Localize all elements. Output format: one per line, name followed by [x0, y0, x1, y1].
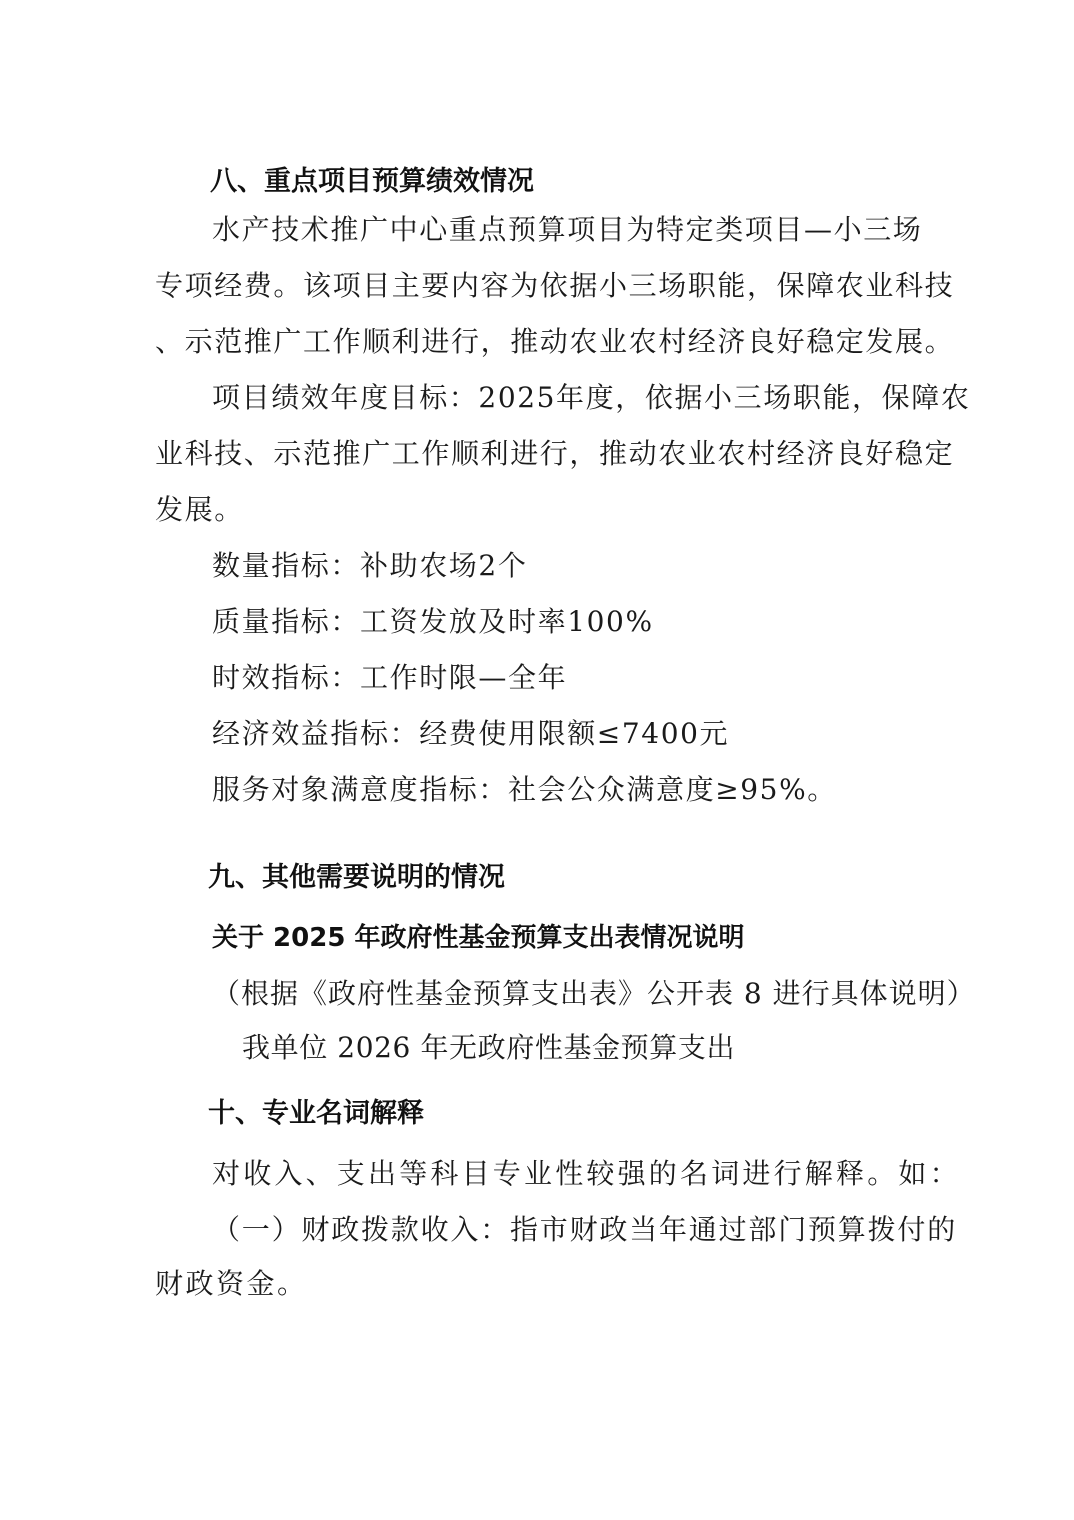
section-9-statement: 我单位 2026 年无政府性基金预算支出: [242, 1031, 736, 1064]
section-8-para2-line3: 发展。: [155, 493, 244, 526]
indicator-quality: 质量指标：工资发放及时率100%: [212, 605, 654, 638]
section-10-item1-line2: 财政资金。: [155, 1267, 308, 1300]
section-8-para2-line2: 业科技、示范推广工作顺利进行，推动农业农村经济良好稳定: [155, 437, 955, 470]
section-8-para2-line1: 项目绩效年度目标：2025年度，依据小三场职能，保障农: [212, 381, 971, 414]
section-9-note: （根据《政府性基金预算支出表》公开表 8 进行具体说明）: [212, 977, 976, 1010]
section-8-para1-line2: 专项经费。该项目主要内容为依据小三场职能，保障农业科技: [155, 269, 955, 302]
section-10-heading: 十、专业名词解释: [208, 1098, 424, 1129]
indicator-quantity: 数量指标：补助农场2个: [212, 549, 528, 582]
section-8-heading: 八、重点项目预算绩效情况: [210, 166, 534, 197]
indicator-timeliness: 时效指标：工作时限—全年: [212, 661, 568, 694]
section-9-heading: 九、其他需要说明的情况: [208, 862, 505, 893]
section-8-para1-line3: 、示范推广工作顺利进行，推动农业农村经济良好稳定发展。: [155, 325, 955, 358]
section-10-item1-line1: （一）财政拨款收入：指市财政当年通过部门预算拨付的: [212, 1213, 958, 1246]
section-9-subheading: 关于 2025 年政府性基金预算支出表情况说明: [212, 923, 745, 953]
section-8-para1-line1: 水产技术推广中心重点预算项目为特定类项目—小三场: [212, 213, 923, 246]
indicator-economic-benefit: 经济效益指标：经费使用限额≤7400元: [212, 717, 730, 750]
section-10-intro: 对收入、支出等科目专业性较强的名词进行解释。如：: [212, 1157, 961, 1190]
indicator-satisfaction: 服务对象满意度指标：社会公众满意度≥95%。: [212, 773, 837, 806]
